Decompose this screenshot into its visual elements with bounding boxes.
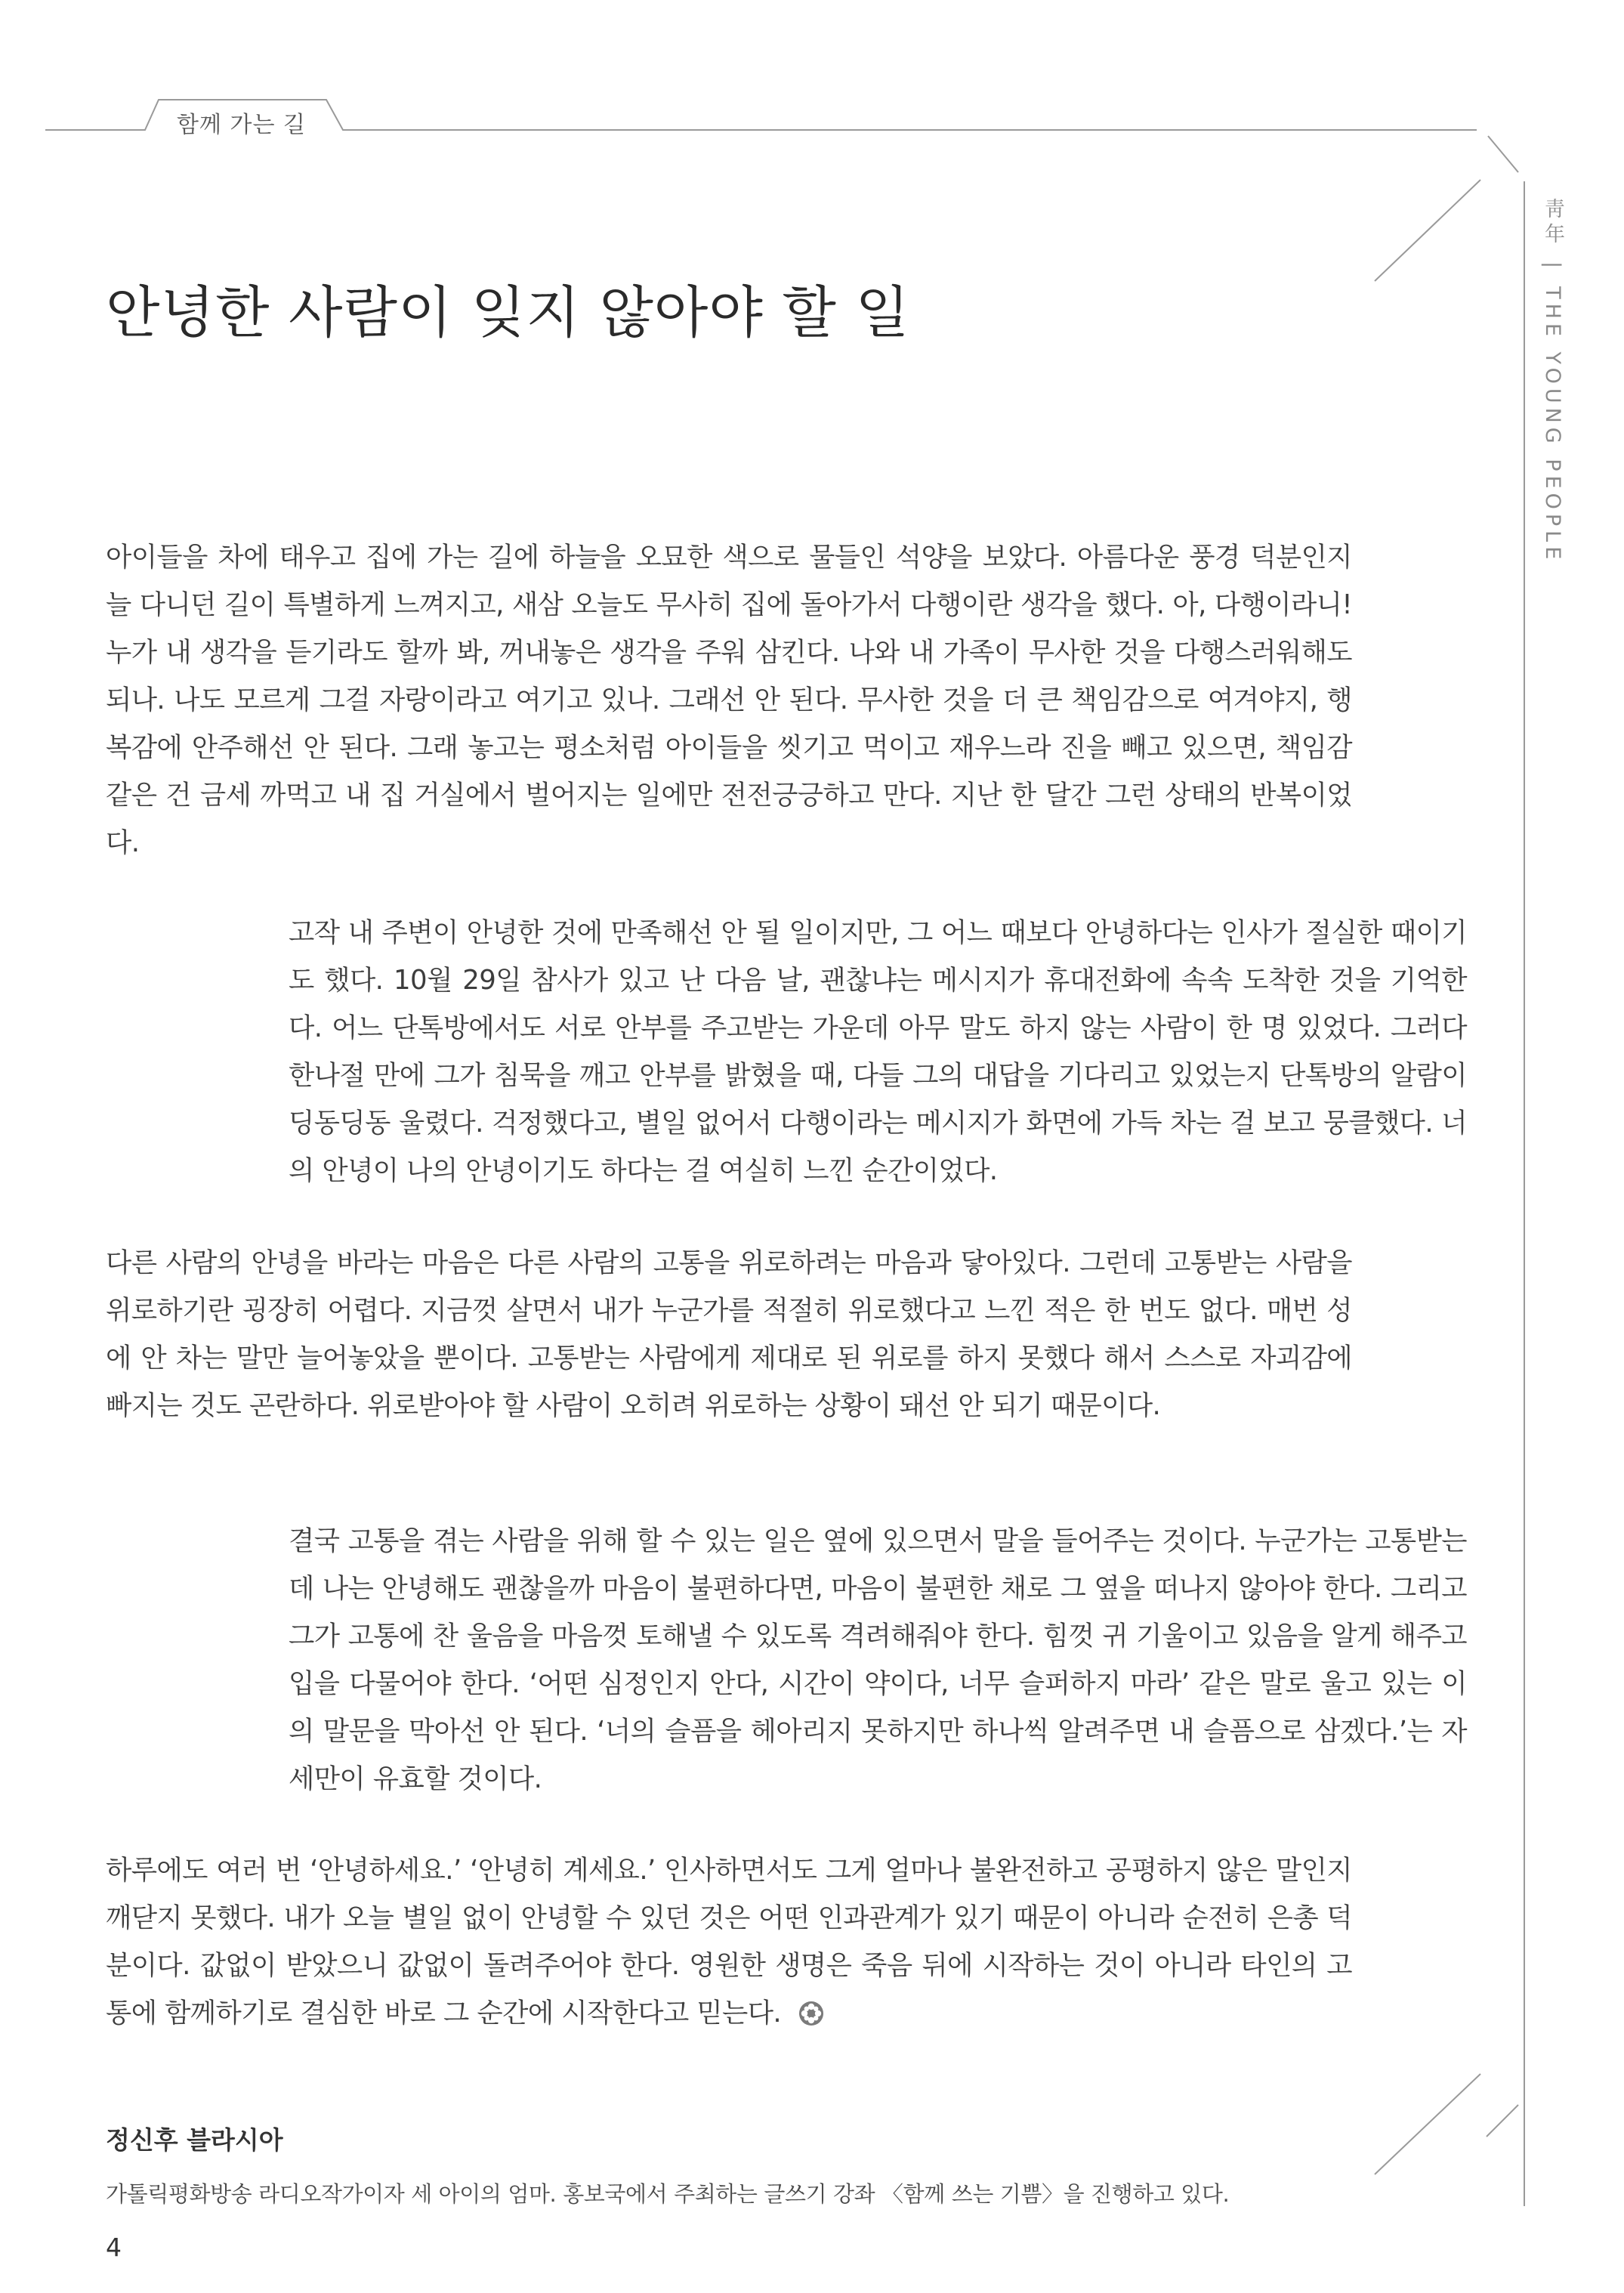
body-paragraph-1: 아이들을 차에 태우고 집에 가는 길에 하늘을 오묘한 색으로 물들인 석양을 보았다. 아름다운 풍경 덕분인지 늘 다니던 길이 특별하게 느껴지고, 새삼 오늘도 무사히 집에 돌아가서 다행이란 생각을 했다. 아, 다행이라니! 누가 내 생각을 듣기라도 할까 봐, 꺼내놓은 생각을 주워 삼킨다. 나와 내 가족이 무사한 것을 다행스러워해도 되나. 나도 모르게 그걸 자랑이라고 여기고 있나. 그래선 안 된다. 무사한 것을 더 큰 책임감으로 여겨야지, 행복감에 안주해선 안 된다. 그래 놓고는 평소처럼 아이들을 씻기고 먹이고 재우느라 진을 빼고 있으면, 책임감 같은 건 금세 까먹고 내 집 거실에서 벌어지는 일에만 전전긍긍하고 만다. 지난 한 달간 그런 상태의 반복이었다. [106,542,1352,858]
corner-slash-bottom-b [1487,2105,1518,2137]
closing-paragraph-text: 하루에도 여러 번 ‘안녕하세요.’ ‘안녕히 계세요.’ 인사하면서도 그게 얼마나 불완전하고 공평하지 않은 말인지 깨닫지 못했다. 내가 오늘 별일 없이 안녕할 수 있던 것은 어떤 인과관계가 있기 때문이 아니라 순전히 은총 덕분이다. 값없이 받았으니 값없이 돌려주어야 한다. 영원한 생명은 죽음 뒤에 시작하는 것이 아니라 타인의 고통에 함께하기로 결심한 바로 그 순간에 시작한다고 믿는다. [106,1855,1352,2029]
body-paragraph-3 [106,1846,1352,2037]
corner-slash-top-a [1488,136,1518,172]
corner-slash-bottom-a [1375,2074,1480,2174]
indented-paragraph-2: 결국 고통을 겪는 사람을 위해 할 수 있는 일은 옆에 있으면서 말을 들어주는 것이다. 누군가는 고통받는데 나는 안녕해도 괜찮을까 마음이 불편하다면, 마음이 불편한 채로 그 옆을 떠나지 않아야 한다. 그리고 그가 고통에 찬 울음을 마음껏 토해낼 수 있도록 격려해줘야 한다. 힘껏 귀 기울이고 있음을 알게 해주고 입을 다물어야 한다. ‘어떤 심정인지 안다, 시간이 약이다, 너무 슬퍼하지 마라’ 같은 말로 울고 있는 이의 말문을 막아선 안 된다. ‘너의 슬픔을 헤아리지 못하지만 하나씩 알려주면 내 슬픔으로 삼겠다.’는 자세만이 유효할 것이다. [289,1525,1467,1794]
page-number: 4 [106,2233,122,2262]
flower-end-mark-icon [798,2000,825,2027]
author-name: 정신후 블라시아 [106,2125,283,2155]
side-label-separator: | [1541,261,1564,273]
corner-slash-top-b [1375,180,1480,281]
side-label-en: THE YOUNG PEOPLE [1541,286,1564,564]
section-label: 함께 가는 길 [177,112,306,138]
indented-paragraph-1: 고작 내 주변이 안녕한 것에 만족해선 안 될 일이지만, 그 어느 때보다 안녕하다는 인사가 절실한 때이기도 했다. 10월 29일 참사가 있고 난 다음 날, 괜찮냐는 메시지가 휴대전화에 속속 도착한 것을 기억한다. 어느 단톡방에서도 서로 안부를 주고받는 가운데 아무 말도 하지 않는 사람이 한 명 있었다. 그러다 한나절 만에 그가 침묵을 깨고 안부를 밝혔을 때, 다들 그의 대답을 기다리고 있었는지 단톡방의 알람이 딩동딩동 울렸다. 걱정했다고, 별일 없어서 다행이라는 메시지가 화면에 가득 차는 걸 보고 뭉클했다. 너의 안녕이 나의 안녕이기도 하다는 걸 여실히 느낀 순간이었다. [289,917,1467,1186]
author-description: 가톨릭평화방송 라디오작가이자 세 아이의 엄마. 홍보국에서 주최하는 글쓰기 강좌 〈함께 쓰는 기쁨〉을 진행하고 있다. [106,2181,1230,2207]
side-label-cjk: 靑年 [1541,198,1564,248]
body-paragraph-2: 다른 사람의 안녕을 바라는 마음은 다른 사람의 고통을 위로하려는 마음과 닿아있다. 그런데 고통받는 사람을 위로하기란 굉장히 어렵다. 지금껏 살면서 내가 누군가를 적절히 위로했다고 느낀 적은 한 번도 없다. 매번 성에 안 차는 말만 늘어놓았을 뿐이다. 고통받는 사람에게 제대로 된 위로를 하지 못했다 해서 스스로 자괴감에 빠지는 것도 곤란하다. 위로받아야 할 사람이 오히려 위로하는 상황이 돼선 안 되기 때문이다. [106,1247,1352,1421]
side-label [1538,198,1567,564]
article-title: 안녕한 사람이 잊지 않아야 할 일 [106,280,910,345]
